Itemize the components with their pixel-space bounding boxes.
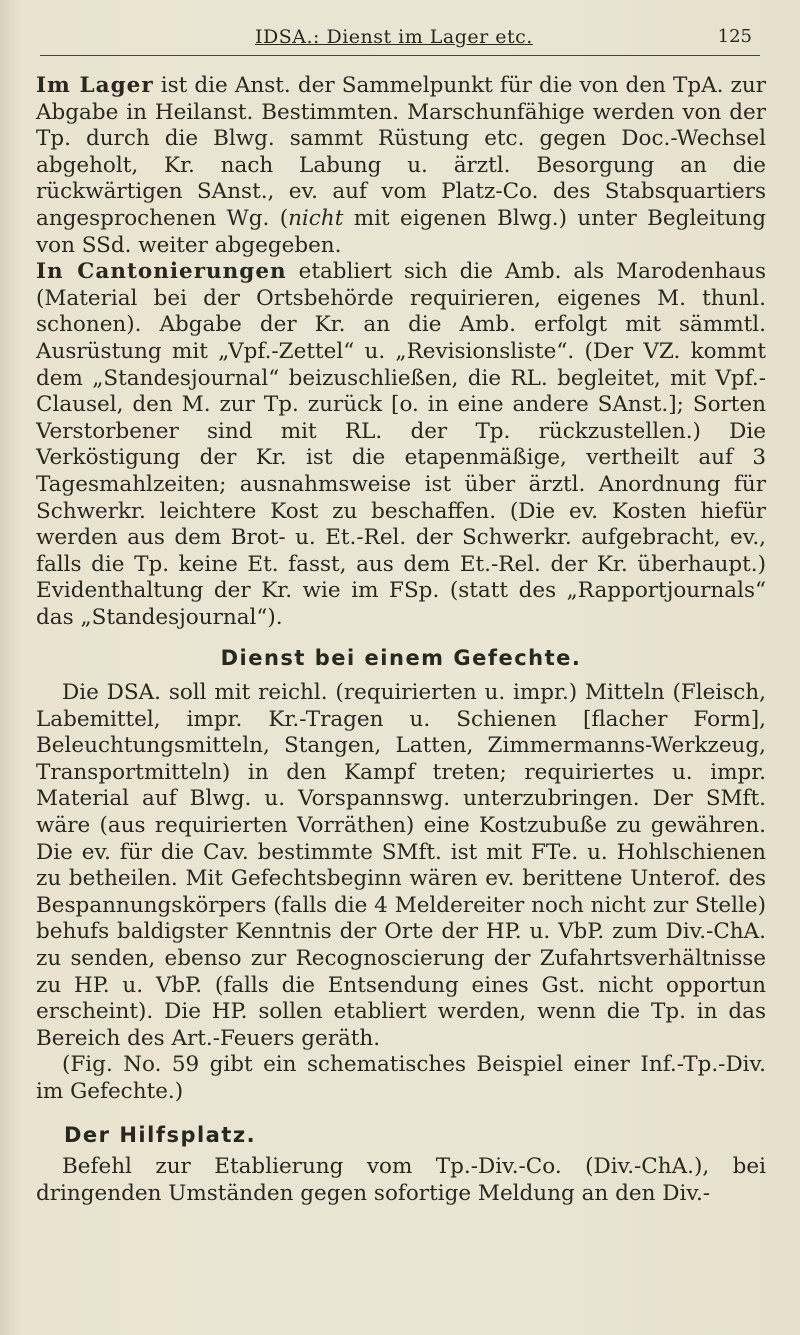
page-number: 125 <box>717 26 752 47</box>
paragraph-lead: In Cantonierungen <box>36 259 287 285</box>
emphasis: nicht <box>288 205 344 231</box>
paragraph-hilfsplatz: Befehl zur Etablierung vom Tp.-Div.-Co. (Div.-ChA.), bei dringenden Umständen gegen sofortige Meldung an den Div.- <box>36 1154 766 1206</box>
page-header <box>40 22 760 62</box>
paragraph-cantonierungen <box>36 259 766 631</box>
paragraph-figure-note: (Fig. No. 59 gibt ein schematisches Beispiel einer Inf.-Tp.-Div. im Gefechte.) <box>36 1052 766 1104</box>
page-body <box>36 73 766 1207</box>
paragraph-tail: mit eigenen Blwg.) unter Begleitung von SSd. weiter abgegeben. <box>36 205 766 258</box>
paragraph-im-lager <box>36 73 766 259</box>
paragraph-gefecht: Die DSA. soll mit reichl. (requirierten u. impr.) Mitteln (Fleisch, Labemittel, impr. Kr.-Tragen u. Schienen [flacher Form], Beleuchtungsmitteln, Stangen, Latten, Zimmermanns-Werkzeug, Transportmitteln) in den Kampf treten; requiriertes u. impr. Material auf Blwg. u. Vorspannswg. unterzubringen. Der SMft. wäre (aus requirierten Vorräthen) eine Kostzubuße zu gewähren. Die ev. für die Cav. bestimmte SMft. ist mit FTe. u. Hohlschienen zu betheilen. Mit Gefechtsbeginn wären ev. berittene Unterof. des Bespannungskörpers (falls die 4 Meldereiter noch nicht zur Stelle) behufs baldigster Kenntnis der Orte der HP. u. VbP. zum Div.-ChA. zu senden, ebenso zur Recognoscierung der Zufahrtsverhältnisse zu HP. u. VbP. (falls die Entsendung eines Gst. nicht opportun erscheint). Die HP. sollen etabliert werden, wenn die Tp. in das Bereich des Art.-Feuers geräth. <box>36 680 766 1051</box>
section-heading-gefecht: Dienst bei einem Gefechte. <box>220 646 582 671</box>
paragraph-text: ist die Anst. der Sammelpunkt für die von den TpA. zur Abgabe in Heilanst. Bestimmten. Marschunfähige werden von der Tp. durch die Blwg. sammt Rüstung etc. gegen Doc.-Wechsel abgeholt, Kr. nach Labung u. ärztl. Besorgung an die rückwärtigen SAnst., ev. auf vom Platz-Co. des Stabsquartiers angesprochenen Wg. ( <box>36 73 766 231</box>
running-title: IDSA.: Dienst im Lager etc. <box>255 26 533 48</box>
paragraph-text: etabliert sich die Amb. als Marodenhaus (Material bei der Ortsbehörde requirieren, eigenes M. thunl. schonen). Abgabe der Kr. an die Amb. erfolgt mit sämmtl. Ausrüstung mit „Vpf.-Zettel“ u. „Revisionsliste“. (Der VZ. kommt dem „Standesjournal“ beizuschließen, die RL. begleitet, mit Vpf.-Clausel, den M. zur Tp. zurück [o. in eine andere SAnst.]; Sorten Verstorbener sind mit RL. der Tp. rückzustellen.) Die Verköstigung der Kr. ist die etapenmäßige, vertheilt auf 3 Tagesmahlzeiten; ausnahmsweise ist über ärztl. Anordnung für Schwerkr. leichtere Kost zu beschaffen. (Die ev. Kosten hiefür werden aus dem Brot- u. Et.-Rel. der Schwerkr. aufgebracht, ev., falls die Tp. keine Et. fasst, aus dem Et.-Rel. der Kr. überhaupt.) Evidenthaltung der Kr. wie im FSp. (statt des „Rapportjournals“ das „Standesjournal“). <box>36 259 766 630</box>
paragraph-lead: Im Lager <box>36 73 154 98</box>
header-rule <box>40 55 760 56</box>
section-heading-hilfsplatz: Der Hilfsplatz. <box>64 1122 257 1147</box>
